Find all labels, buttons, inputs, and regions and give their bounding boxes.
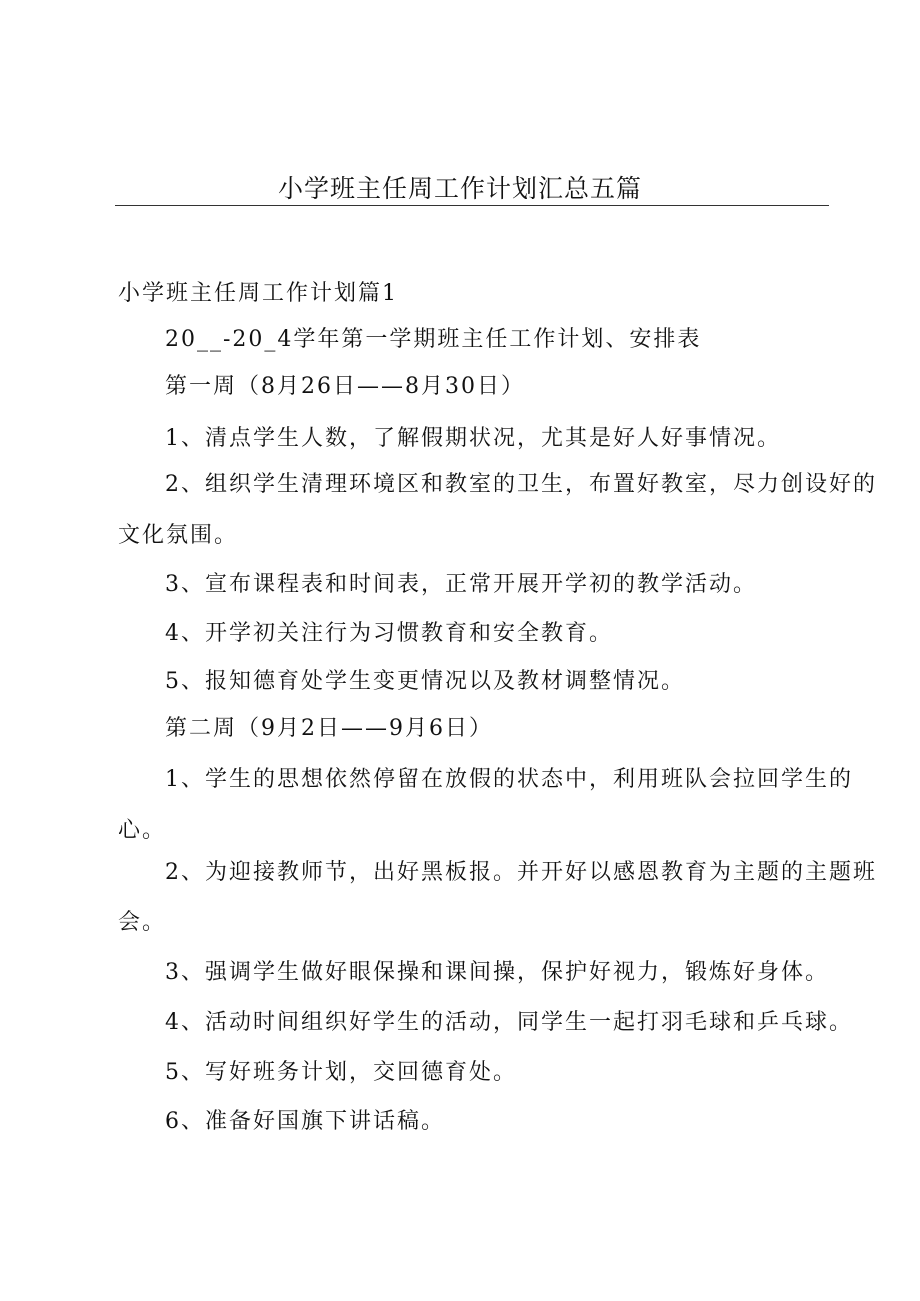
week1-item-5: 5、报知德育处学生变更情况以及教材调整情况。: [165, 669, 685, 694]
week1-item-2-continued: 文化氛围。: [118, 523, 239, 548]
week2-item-2: 2、为迎接教师节，出好黑板报。并开好以感恩教育为主题的主题班: [165, 860, 877, 885]
week2-item-5: 5、写好班务计划，交回德育处。: [165, 1060, 517, 1085]
section-heading: 小学班主任周工作计划篇1: [118, 281, 398, 306]
week1-item-4: 4、开学初关注行为习惯教育和安全教育。: [165, 621, 613, 646]
schedule-subtitle: 20__-20_4学年第一学期班主任工作计划、安排表: [165, 327, 702, 352]
week2-item-6: 6、准备好国旗下讲话稿。: [165, 1109, 445, 1134]
title-underline: [115, 205, 829, 206]
week-heading: 第二周（9月2日——9月6日）: [165, 716, 493, 741]
week1-item-1: 1、清点学生人数，了解假期状况，尤其是好人好事情况。: [165, 426, 781, 451]
week2-item-1: 1、学生的思想依然停留在放假的状态中，利用班队会拉回学生的: [165, 767, 853, 792]
week1-item-2: 2、组织学生清理环境区和教室的卫生，布置好教室，尽力创设好的: [165, 472, 877, 497]
week1-item-3: 3、宣布课程表和时间表，正常开展开学初的教学活动。: [165, 572, 757, 597]
week2-item-4: 4、活动时间组织好学生的活动，同学生一起打羽毛球和乒乓球。: [165, 1010, 853, 1035]
document-title: 小学班主任周工作计划汇总五篇: [277, 174, 642, 203]
week-heading: 第一周（8月26日——8月30日）: [165, 374, 525, 399]
week2-item-2-continued: 会。: [118, 910, 167, 935]
week2-item-3: 3、强调学生做好眼保操和课间操，保护好视力，锻炼好身体。: [165, 960, 829, 985]
week2-item-1-continued: 心。: [118, 818, 167, 843]
